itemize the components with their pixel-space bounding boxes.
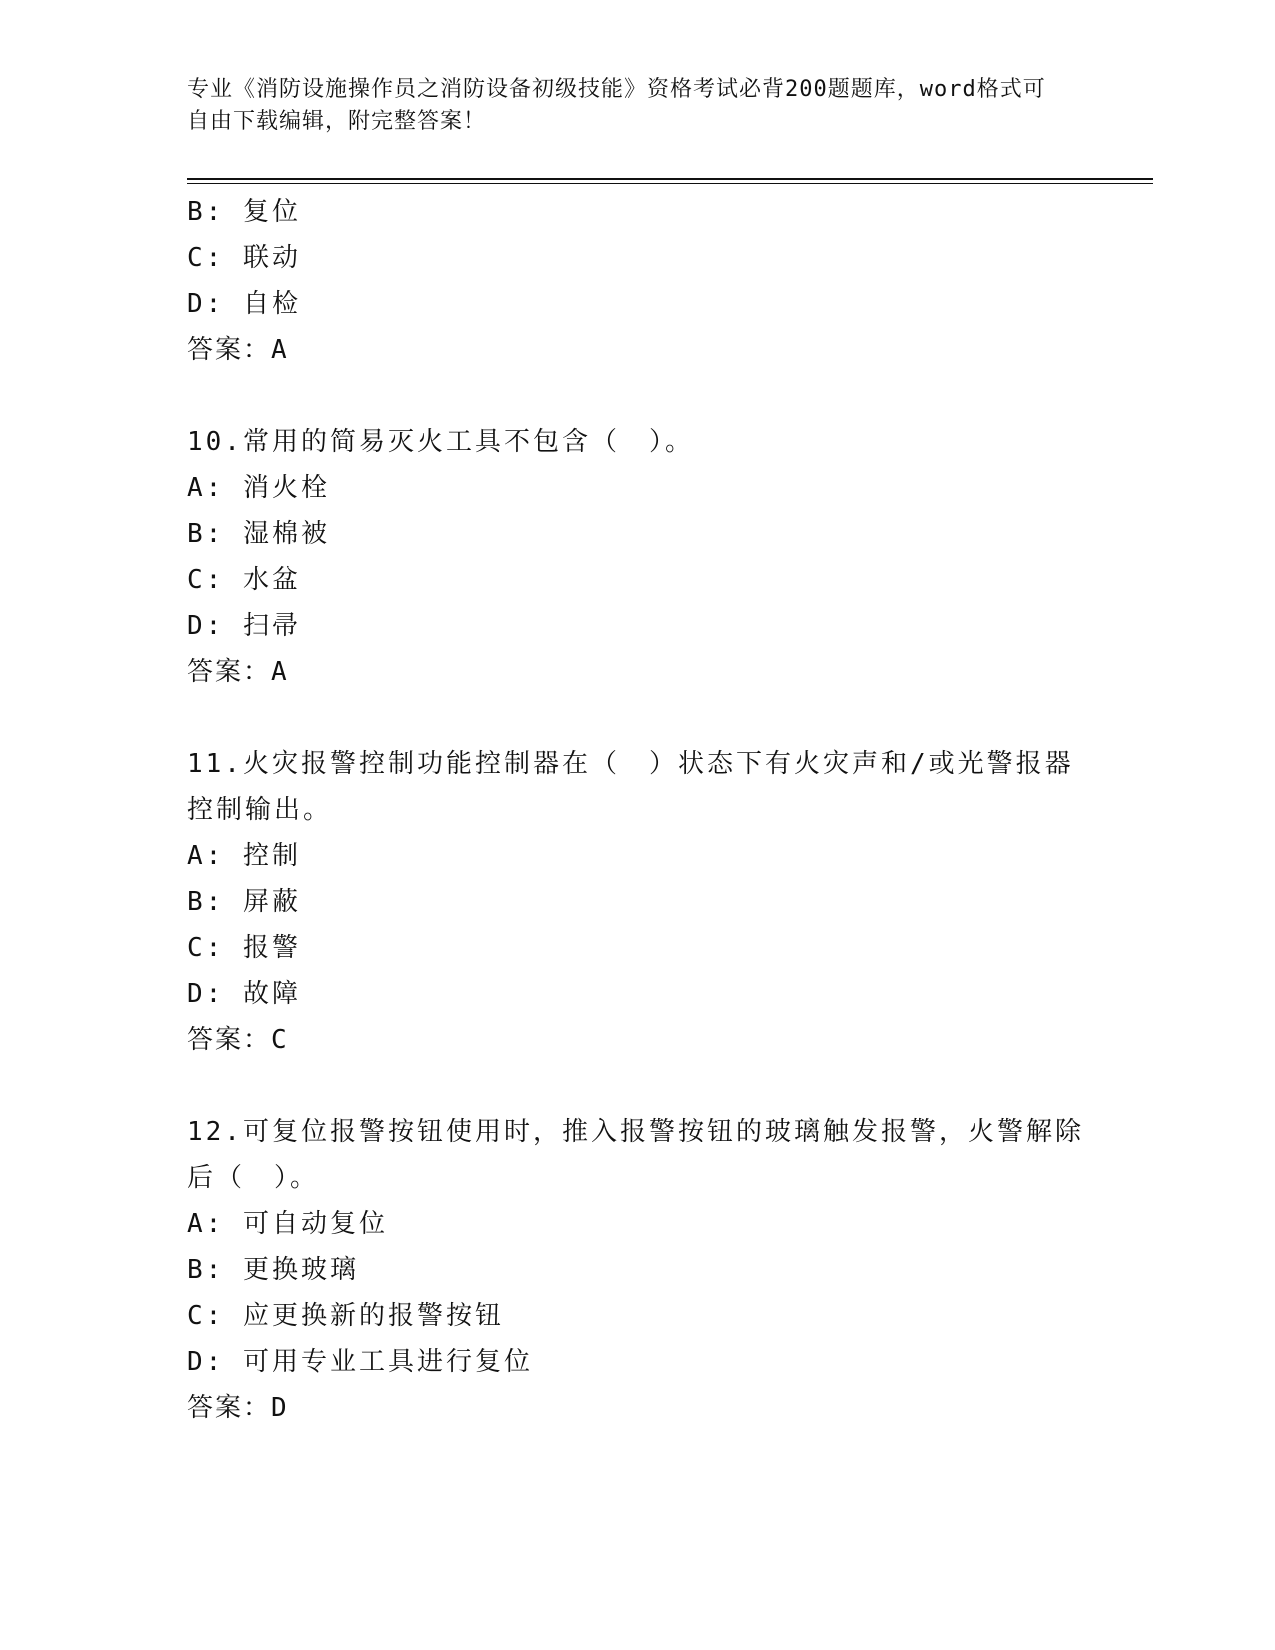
option-b: B: 屏蔽 (187, 887, 301, 917)
question-stem: 11.火灾报警控制功能控制器在（ ）状态下有火灾声和/或光警报器控制输出。 (187, 749, 1074, 825)
answer-value: C (271, 1025, 290, 1055)
option-c: C: 应更换新的报警按钮 (187, 1301, 504, 1331)
header-title: 专业《消防设施操作员之消防设备初级技能》资格考试必背200题题库，word格式可自由下载编辑，附完整答案！ (187, 77, 1046, 134)
document-header (187, 74, 1067, 138)
option-d: D: 自检 (187, 289, 301, 319)
header-rule-thin (187, 183, 1153, 184)
option-c: C: 报警 (187, 933, 301, 963)
option-d: D: 故障 (187, 979, 301, 1009)
answer-line: 答案：A (187, 335, 290, 365)
option-d: D: 扫帚 (187, 611, 301, 641)
question-10 (187, 419, 1087, 695)
option-b: B: 更换玻璃 (187, 1255, 359, 1285)
option-b: B: 复位 (187, 197, 301, 227)
question-11 (187, 741, 1087, 1063)
answer-value: A (271, 657, 290, 687)
header-rule-thick (187, 178, 1153, 180)
question-list (187, 189, 1087, 1431)
option-a: A: 可自动复位 (187, 1209, 388, 1239)
answer-value: A (271, 335, 290, 365)
partial-question (187, 189, 1087, 373)
answer-line: 答案：C (187, 1025, 290, 1055)
answer-line: 答案：D (187, 1393, 290, 1423)
option-c: C: 水盆 (187, 565, 301, 595)
option-a: A: 控制 (187, 841, 301, 871)
option-c: C: 联动 (187, 243, 301, 273)
option-d: D: 可用专业工具进行复位 (187, 1347, 533, 1377)
question-stem: 10.常用的简易灭火工具不包含（ ）。 (187, 427, 694, 457)
question-12 (187, 1109, 1087, 1431)
answer-line: 答案：A (187, 657, 290, 687)
answer-value: D (271, 1393, 290, 1423)
question-stem: 12.可复位报警按钮使用时，推入报警按钮的玻璃触发报警，火警解除后（ ）。 (187, 1117, 1084, 1193)
option-a: A: 消火栓 (187, 473, 330, 503)
option-b: B: 湿棉被 (187, 519, 330, 549)
